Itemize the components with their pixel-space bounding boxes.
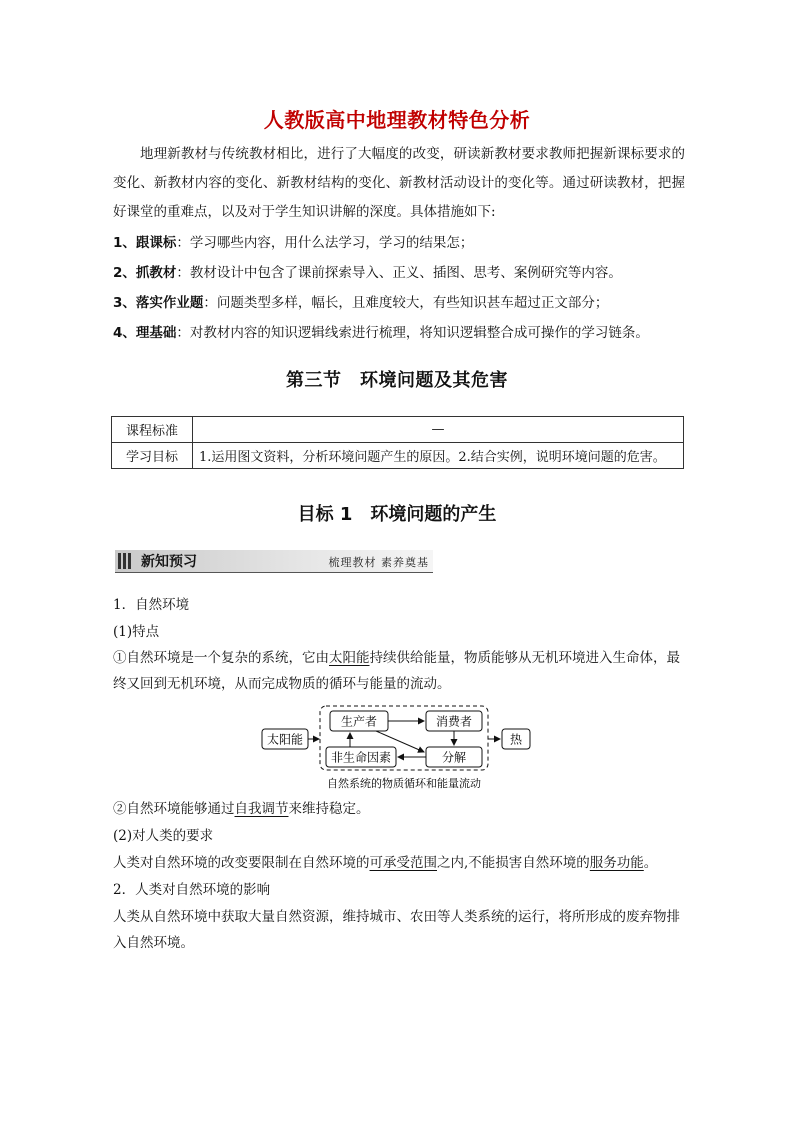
consumer-label: 消费者 — [435, 714, 473, 729]
heading-human-impact: 2．人类对自然环境的影响 — [113, 882, 271, 898]
table-row — [112, 443, 684, 469]
heat-label: 热 — [509, 732, 523, 747]
subheading-characteristics: (1)特点 — [113, 624, 160, 640]
banner-subtitle: 梳理教材 素养奠基 — [328, 556, 429, 569]
measure-label: 4、理基础 — [113, 325, 177, 341]
section-title: 第三节 环境问题及其危害 — [286, 370, 508, 391]
measure-label: 1、跟课标 — [113, 235, 177, 251]
preview-banner — [115, 550, 433, 573]
subheading-requirements: (2)对人类的要求 — [113, 828, 214, 844]
cycle-diagram — [258, 704, 534, 794]
cycle-diagram-svg — [258, 704, 534, 794]
measure-text: ：问题类型多样，幅长，且难度较大，有些知识甚车超过正文部分； — [203, 295, 609, 311]
underlined-term: 可承受范围 — [369, 855, 437, 871]
table-row — [112, 417, 684, 443]
paragraph-self-regulation — [113, 796, 693, 822]
measure-label: 3、落实作业题 — [113, 295, 204, 311]
table-cell-value: 1.运用图文资料，分析环境问题产生的原因。2.结合实例，说明环境问题的危害。 — [193, 443, 684, 469]
diagram-caption: 自然系统的物质循环和能量流动 — [327, 777, 481, 790]
text-span: ②自然环境能够通过 — [113, 801, 235, 817]
paragraph-requirements — [113, 850, 693, 876]
page-title: 人教版高中地理教材特色分析 — [263, 108, 531, 132]
text-span: 。 — [643, 855, 658, 871]
underlined-term: 服务功能 — [589, 855, 644, 871]
banner-title: 新知预习 — [141, 554, 197, 570]
measures-list — [113, 228, 693, 348]
heading-natural-environment: 1．自然环境 — [113, 597, 190, 613]
paragraph-characteristics — [113, 645, 693, 697]
list-item — [113, 258, 693, 288]
sun-label: 太阳能 — [266, 732, 304, 747]
abiotic-label: 非生命因素 — [330, 750, 392, 765]
list-item — [113, 228, 693, 258]
text-span: 来维持稳定。 — [288, 801, 370, 817]
table-cell-label: 学习目标 — [112, 443, 193, 469]
underlined-term: 太阳能 — [329, 650, 370, 666]
underlined-term: 自我调节 — [234, 801, 289, 817]
target-title: 目标 1 环境问题的产生 — [297, 504, 497, 525]
text-span: 人类对自然环境的改变要限制在自然环境的 — [113, 855, 370, 871]
text-span: ①自然环境是一个复杂的系统，它由 — [113, 650, 329, 666]
bars-icon — [118, 553, 132, 569]
measure-text: ：教材设计中包含了课前探索导入、正义、插图、思考、案例研究等内容。 — [176, 265, 622, 281]
table-cell-value: — — [193, 417, 684, 443]
list-item — [113, 318, 693, 348]
text-span: 持续供给能量，物质能够从无机环境进入生命体，最终又回到无机环境，从而完成物质的循环与能量的流动。 — [113, 650, 680, 692]
producer-label: 生产者 — [340, 714, 378, 729]
measure-text: ：学习哪些内容，用什么法学习，学习的结果怎； — [176, 235, 474, 251]
paragraph-human-impact: 人类从自然环境中获取大量自然资源，维持城市、农田等人类系统的运行，将所形成的废弃物排入自然环境。 — [113, 909, 680, 951]
list-item — [113, 288, 693, 318]
table-cell-label: 课程标准 — [112, 417, 193, 443]
intro-paragraph: 地理新教材与传统教材相比，进行了大幅度的改变，研读新教材要求教师把握新课标要求的变化、新教材内容的变化、新教材结构的变化、新教材活动设计的变化等。通过研读教材，把握好课堂的重难点，以及对于学生知识讲解的深度。具体措施如下: — [113, 146, 685, 220]
text-span: 之内,不能损害自然环境的 — [437, 855, 590, 871]
standards-table — [111, 416, 684, 469]
measure-text: ：对教材内容的知识逻辑线索进行梳理，将知识逻辑整合成可操作的学习链条。 — [176, 325, 649, 341]
measure-label: 2、抓教材 — [113, 265, 177, 281]
decompose-label: 分解 — [441, 750, 467, 765]
